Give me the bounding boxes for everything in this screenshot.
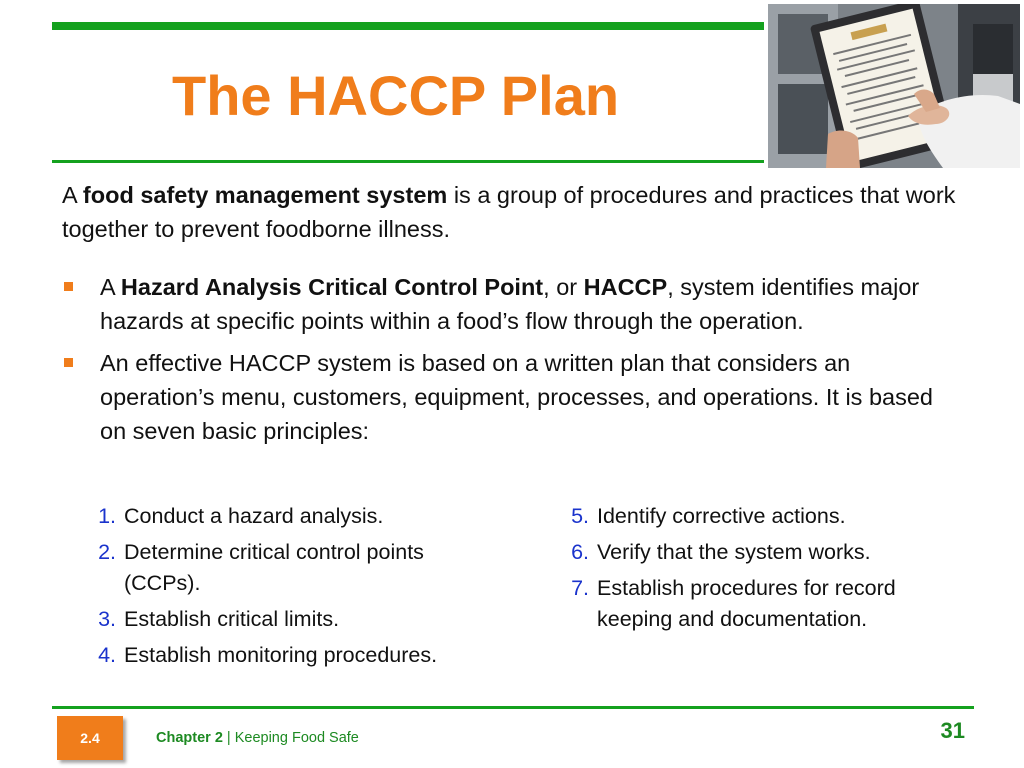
menu-clipboard-photo [768, 4, 1020, 168]
bullet-term-haccp-full: Hazard Analysis Critical Control Point [120, 274, 544, 300]
square-bullet-icon [64, 358, 73, 367]
footer-chapter-title: Keeping Food Safe [234, 730, 359, 746]
principle-text: Verify that the system works. [597, 540, 871, 564]
bullet-text: An effective HACCP system is based on a written plan that considers an operation’s menu, customers, equipment, processes, and operations. It is based on seven basic principles: [100, 350, 933, 444]
title-divider [52, 160, 764, 163]
bullet-text-mid: , or [543, 274, 584, 300]
principle-number: 3. [98, 607, 116, 631]
principle-item [72, 501, 492, 532]
intro-term: food safety management system [82, 182, 448, 208]
intro-paragraph [62, 178, 962, 246]
bullet-term-haccp: HACCP [583, 274, 668, 300]
principle-item [72, 640, 492, 671]
principle-text: Determine critical control points (CCPs). [124, 540, 424, 595]
principles-list-right [545, 501, 965, 640]
slide-title: The HACCP Plan [172, 64, 620, 127]
footer-divider [52, 706, 974, 709]
footer-chapter-label: Chapter 2 [156, 730, 223, 746]
footer-separator: | [222, 730, 235, 746]
principle-item [545, 573, 965, 635]
section-badge: 2.4 [57, 716, 123, 760]
page-number: 31 [940, 718, 965, 743]
footer-chapter [156, 730, 359, 746]
bullet-text-post: , system identifies major hazards at specific points within a food’s flow through the operation. [100, 274, 920, 334]
square-bullet-icon [64, 282, 73, 291]
intro-text-pre: A [62, 182, 83, 208]
bullet-list [62, 270, 962, 456]
principle-text: Conduct a hazard analysis. [124, 504, 384, 528]
principle-text: Establish monitoring procedures. [124, 643, 438, 667]
principles-list-left [72, 501, 492, 676]
principle-number: 6. [571, 540, 589, 564]
bullet-item [62, 346, 962, 448]
intro-text-post: is a group of procedures and practices that work together to prevent foodborne illness. [62, 182, 956, 242]
principle-text: Establish procedures for record keeping and documentation. [597, 576, 896, 631]
top-accent-bar [52, 22, 764, 30]
principle-number: 7. [571, 576, 589, 600]
principle-text: Identify corrective actions. [597, 504, 846, 528]
principle-number: 5. [571, 504, 589, 528]
principle-number: 4. [98, 643, 116, 667]
bullet-item [62, 270, 962, 338]
principle-number: 1. [98, 504, 116, 528]
principle-number: 2. [98, 540, 116, 564]
bullet-text-pre: A [100, 274, 121, 300]
principle-text: Establish critical limits. [124, 607, 340, 631]
principle-item [72, 604, 492, 635]
principle-item [545, 537, 965, 568]
principle-item [72, 537, 492, 599]
principle-item [545, 501, 965, 532]
